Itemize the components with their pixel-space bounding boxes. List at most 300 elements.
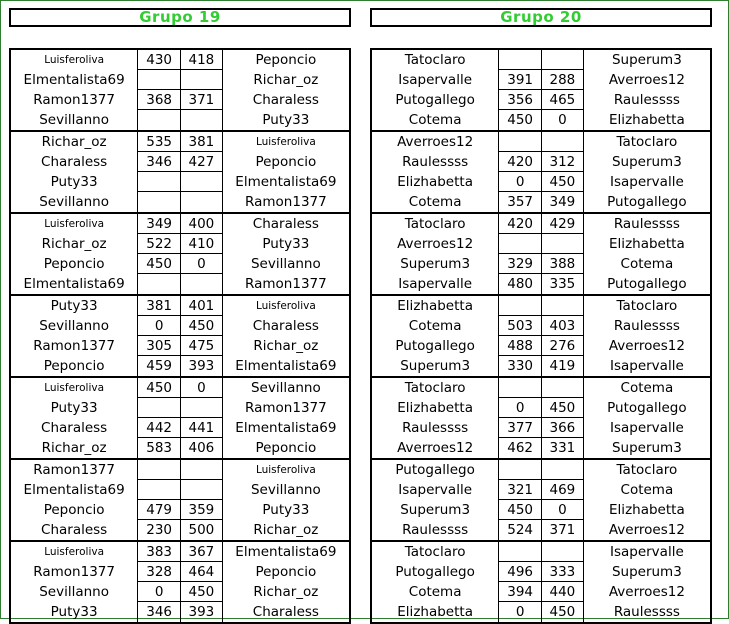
match-row (372, 562, 710, 582)
away-player: Elizhabetta (609, 502, 685, 518)
home-score: 0 (498, 602, 541, 622)
away-score: 440 (541, 582, 584, 602)
away-score: 366 (541, 418, 584, 438)
home-score: 391 (498, 70, 541, 90)
match-row (372, 520, 710, 540)
away-player: Puty33 (262, 112, 310, 128)
match-row (372, 234, 710, 254)
home-player: Raulessss (402, 420, 469, 436)
home-score (498, 296, 541, 316)
home-score (137, 460, 180, 480)
away-score: 349 (541, 192, 584, 212)
away-score: 333 (541, 562, 584, 582)
match-row (11, 274, 349, 294)
home-player: Sevillanno (39, 112, 109, 128)
away-player: Elmentalista69 (235, 358, 337, 374)
match-row (372, 460, 710, 480)
home-player: Averroes12 (397, 440, 474, 456)
away-player: Peponcio (255, 52, 317, 68)
away-score: 410 (180, 234, 223, 254)
home-score (137, 398, 180, 418)
match-row (372, 274, 710, 294)
match-row (11, 50, 349, 70)
match-row (11, 70, 349, 90)
matchday-block (11, 460, 349, 542)
home-player: Ramon1377 (33, 462, 115, 478)
home-player: Elizhabetta (397, 400, 473, 416)
away-player: Superum3 (611, 440, 682, 456)
away-score: 0 (541, 110, 584, 130)
away-score: 406 (180, 438, 223, 458)
home-score (498, 542, 541, 562)
home-score: 459 (137, 356, 180, 376)
away-score (541, 460, 584, 480)
away-score: 388 (541, 254, 584, 274)
home-score: 368 (137, 90, 180, 110)
match-row (372, 254, 710, 274)
home-score (498, 132, 541, 152)
home-player: Isapervalle (398, 276, 473, 292)
match-row (11, 582, 349, 602)
away-player: Raulessss (613, 604, 680, 620)
matchday-block (372, 132, 710, 214)
away-player: Superum3 (611, 564, 682, 580)
away-player: Elmentalista69 (235, 174, 337, 190)
away-score: 450 (180, 582, 223, 602)
away-player: Tatoclaro (616, 462, 678, 478)
home-score: 383 (137, 542, 180, 562)
away-player: Sevillanno (250, 256, 321, 272)
match-row (11, 254, 349, 274)
match-row (11, 172, 349, 192)
away-player: Elizhabetta (609, 112, 685, 128)
away-score: 381 (180, 132, 223, 152)
home-player: Putogallego (395, 564, 475, 580)
home-player: Richar_oz (41, 236, 107, 252)
match-row (372, 582, 710, 602)
match-row (11, 460, 349, 480)
home-score: 522 (137, 234, 180, 254)
away-player: Peponcio (255, 440, 317, 456)
home-player: Tatoclaro (404, 544, 466, 560)
home-score: 450 (498, 110, 541, 130)
away-player: Peponcio (255, 564, 317, 580)
home-score (137, 480, 180, 500)
match-row (11, 192, 349, 212)
matchday-block (11, 542, 349, 624)
home-score: 0 (498, 398, 541, 418)
away-score: 0 (541, 500, 584, 520)
home-player: Ramon1377 (33, 338, 115, 354)
home-player: Isapervalle (398, 482, 473, 498)
away-player: Richar_oz (253, 72, 319, 88)
home-player: Superum3 (400, 256, 471, 272)
away-player: Sevillanno (250, 482, 321, 498)
match-row (11, 398, 349, 418)
match-row (372, 70, 710, 90)
away-player: Averroes12 (608, 338, 685, 354)
away-score: 464 (180, 562, 223, 582)
matchday-block (11, 132, 349, 214)
away-score: 450 (541, 602, 584, 622)
matchday-block (11, 214, 349, 296)
away-score (541, 542, 584, 562)
away-player: Richar_oz (253, 584, 319, 600)
group-title: Grupo 19 (9, 8, 351, 27)
match-row (372, 542, 710, 562)
away-score: 418 (180, 50, 223, 70)
away-player: Superum3 (611, 154, 682, 170)
home-player: Elizhabetta (397, 604, 473, 620)
away-score (541, 132, 584, 152)
group-19-panel (9, 8, 351, 620)
group-title: Grupo 20 (370, 8, 712, 27)
home-player: Richar_oz (41, 134, 107, 150)
match-row (11, 500, 349, 520)
home-player: Averroes12 (397, 236, 474, 252)
match-row (11, 234, 349, 254)
home-player: Ramon1377 (33, 564, 115, 580)
away-score: 312 (541, 152, 584, 172)
home-score: 535 (137, 132, 180, 152)
home-score: 346 (137, 602, 180, 622)
away-score: 393 (180, 602, 223, 622)
away-player: Ramon1377 (245, 276, 327, 292)
home-player: Raulessss (402, 522, 469, 538)
away-player: Peponcio (255, 154, 317, 170)
away-score: 450 (180, 316, 223, 336)
away-score: 500 (180, 520, 223, 540)
home-score (137, 172, 180, 192)
away-player: Cotema (620, 380, 674, 396)
match-row (11, 90, 349, 110)
home-score: 420 (498, 214, 541, 234)
match-row (372, 152, 710, 172)
home-player: Sevillanno (39, 318, 109, 334)
home-score (498, 378, 541, 398)
away-score: 450 (541, 172, 584, 192)
home-player: Sevillanno (39, 194, 109, 210)
match-row (11, 438, 349, 458)
matchday-block (372, 50, 710, 132)
home-score: 0 (498, 172, 541, 192)
home-score: 357 (498, 192, 541, 212)
home-score: 329 (498, 254, 541, 274)
home-score: 442 (137, 418, 180, 438)
away-score (180, 274, 223, 294)
home-player: Luisferoliva (44, 546, 105, 558)
home-score: 503 (498, 316, 541, 336)
away-player: Charaless (252, 216, 319, 232)
home-score (137, 274, 180, 294)
away-player: Isapervalle (609, 358, 684, 374)
away-score: 429 (541, 214, 584, 234)
home-player: Superum3 (400, 502, 471, 518)
away-player: Putogallego (607, 194, 687, 210)
matchday-block (372, 460, 710, 542)
home-player: Putogallego (395, 92, 475, 108)
home-player: Averroes12 (397, 134, 474, 150)
home-player: Elmentalista69 (23, 72, 125, 88)
home-score: 430 (137, 50, 180, 70)
away-player: Putogallego (607, 276, 687, 292)
home-score (137, 192, 180, 212)
away-player: Tatoclaro (616, 298, 678, 314)
home-score (498, 460, 541, 480)
away-player: Tatoclaro (616, 134, 678, 150)
away-score: 0 (180, 254, 223, 274)
away-score: 359 (180, 500, 223, 520)
match-row (372, 110, 710, 130)
away-player: Raulessss (613, 92, 680, 108)
match-row (11, 562, 349, 582)
match-row (372, 438, 710, 458)
home-score: 349 (137, 214, 180, 234)
home-player: Elmentalista69 (23, 276, 125, 292)
match-row (11, 110, 349, 130)
away-player: Luisferoliva (255, 136, 316, 148)
home-score (137, 110, 180, 130)
match-row (372, 316, 710, 336)
home-player: Sevillanno (39, 584, 109, 600)
home-score: 479 (137, 500, 180, 520)
away-score: 441 (180, 418, 223, 438)
match-row (372, 50, 710, 70)
match-row (11, 356, 349, 376)
match-row (372, 90, 710, 110)
away-player: Putogallego (607, 400, 687, 416)
home-score: 480 (498, 274, 541, 294)
away-score: 288 (541, 70, 584, 90)
match-row (372, 172, 710, 192)
match-row (11, 316, 349, 336)
home-player: Superum3 (400, 358, 471, 374)
away-score (180, 192, 223, 212)
home-score: 450 (498, 500, 541, 520)
home-score: 394 (498, 582, 541, 602)
matchday-block (372, 542, 710, 624)
away-score: 335 (541, 274, 584, 294)
matchday-block (11, 296, 349, 378)
away-player: Luisferoliva (255, 464, 316, 476)
away-score (541, 378, 584, 398)
match-row (11, 132, 349, 152)
match-row (11, 480, 349, 500)
away-player: Charaless (252, 604, 319, 620)
match-row (372, 356, 710, 376)
match-row (11, 378, 349, 398)
home-score: 0 (137, 582, 180, 602)
home-score (498, 234, 541, 254)
home-player: Puty33 (50, 400, 98, 416)
home-player: Peponcio (43, 358, 105, 374)
home-player: Isapervalle (398, 72, 473, 88)
away-player: Cotema (620, 256, 674, 272)
away-player: Isapervalle (609, 420, 684, 436)
away-score: 450 (541, 398, 584, 418)
matchday-block (372, 214, 710, 296)
home-score: 330 (498, 356, 541, 376)
match-row (372, 132, 710, 152)
home-score: 462 (498, 438, 541, 458)
matchday-block (11, 378, 349, 460)
home-score (137, 70, 180, 90)
home-player: Cotema (408, 584, 462, 600)
home-score: 377 (498, 418, 541, 438)
home-score: 356 (498, 90, 541, 110)
home-player: Cotema (408, 194, 462, 210)
away-player: Charaless (252, 92, 319, 108)
matchday-block (11, 50, 349, 132)
home-player: Tatoclaro (404, 52, 466, 68)
away-score: 0 (180, 378, 223, 398)
matchday-table (370, 48, 712, 624)
away-score: 401 (180, 296, 223, 316)
home-player: Peponcio (43, 502, 105, 518)
match-row (11, 418, 349, 438)
away-score (541, 50, 584, 70)
away-player: Richar_oz (253, 338, 319, 354)
home-player: Luisferoliva (44, 54, 105, 66)
away-player: Elizhabetta (609, 236, 685, 252)
away-player: Elmentalista69 (235, 544, 337, 560)
match-row (11, 296, 349, 316)
home-player: Raulessss (402, 154, 469, 170)
away-player: Richar_oz (253, 522, 319, 538)
away-score (180, 172, 223, 192)
away-player: Elmentalista69 (235, 420, 337, 436)
away-score: 419 (541, 356, 584, 376)
match-row (372, 192, 710, 212)
home-score: 583 (137, 438, 180, 458)
home-score: 420 (498, 152, 541, 172)
home-player: Tatoclaro (404, 380, 466, 396)
away-player: Averroes12 (608, 522, 685, 538)
away-score: 475 (180, 336, 223, 356)
home-player: Charaless (41, 154, 108, 170)
home-score: 305 (137, 336, 180, 356)
away-score: 331 (541, 438, 584, 458)
away-score: 371 (180, 90, 223, 110)
away-player: Charaless (252, 318, 319, 334)
home-score: 0 (137, 316, 180, 336)
home-player: Cotema (408, 112, 462, 128)
away-player: Ramon1377 (245, 194, 327, 210)
away-score: 427 (180, 152, 223, 172)
away-player: Superum3 (611, 52, 682, 68)
away-player: Isapervalle (609, 544, 684, 560)
match-row (11, 602, 349, 622)
away-score (180, 398, 223, 418)
match-row (372, 378, 710, 398)
away-score (180, 480, 223, 500)
home-player: Peponcio (43, 256, 105, 272)
home-player: Elizhabetta (397, 298, 473, 314)
match-row (11, 152, 349, 172)
match-row (11, 214, 349, 234)
match-row (372, 398, 710, 418)
match-row (372, 418, 710, 438)
away-player: Raulessss (613, 216, 680, 232)
home-score: 450 (137, 254, 180, 274)
away-score: 367 (180, 542, 223, 562)
match-row (11, 542, 349, 562)
away-score (180, 70, 223, 90)
home-score: 230 (137, 520, 180, 540)
home-player: Ramon1377 (33, 92, 115, 108)
match-row (372, 214, 710, 234)
home-score: 524 (498, 520, 541, 540)
home-score: 381 (137, 296, 180, 316)
home-score (498, 50, 541, 70)
home-score: 321 (498, 480, 541, 500)
home-score: 488 (498, 336, 541, 356)
away-player: Cotema (620, 482, 674, 498)
home-player: Elmentalista69 (23, 482, 125, 498)
away-player: Sevillanno (250, 380, 321, 396)
match-row (372, 480, 710, 500)
away-player: Luisferoliva (255, 300, 316, 312)
home-score: 328 (137, 562, 180, 582)
away-player: Raulessss (613, 318, 680, 334)
match-row (372, 336, 710, 356)
home-score: 496 (498, 562, 541, 582)
away-score: 371 (541, 520, 584, 540)
home-player: Puty33 (50, 604, 98, 620)
matchday-table (9, 48, 351, 624)
home-score: 346 (137, 152, 180, 172)
away-score: 276 (541, 336, 584, 356)
home-player: Luisferoliva (44, 382, 105, 394)
group-20-panel (370, 8, 712, 620)
away-score: 465 (541, 90, 584, 110)
match-row (372, 602, 710, 622)
home-player: Putogallego (395, 338, 475, 354)
home-player: Charaless (41, 522, 108, 538)
away-score: 403 (541, 316, 584, 336)
match-row (372, 296, 710, 316)
home-player: Charaless (41, 420, 108, 436)
away-score (180, 460, 223, 480)
home-player: Puty33 (50, 298, 98, 314)
match-row (11, 336, 349, 356)
home-player: Richar_oz (41, 440, 107, 456)
away-player: Puty33 (262, 502, 310, 518)
away-player: Averroes12 (608, 584, 685, 600)
home-player: Tatoclaro (404, 216, 466, 232)
match-row (11, 520, 349, 540)
matchday-block (372, 296, 710, 378)
home-player: Cotema (408, 318, 462, 334)
away-score: 469 (541, 480, 584, 500)
away-score: 393 (180, 356, 223, 376)
match-row (372, 500, 710, 520)
away-player: Ramon1377 (245, 400, 327, 416)
matchday-block (372, 378, 710, 460)
home-player: Elizhabetta (397, 174, 473, 190)
away-score: 400 (180, 214, 223, 234)
away-player: Isapervalle (609, 174, 684, 190)
home-player: Luisferoliva (44, 218, 105, 230)
away-player: Puty33 (262, 236, 310, 252)
away-score (541, 234, 584, 254)
away-score (180, 110, 223, 130)
home-score: 450 (137, 378, 180, 398)
away-player: Averroes12 (608, 72, 685, 88)
away-score (541, 296, 584, 316)
home-player: Puty33 (50, 174, 98, 190)
home-player: Putogallego (395, 462, 475, 478)
